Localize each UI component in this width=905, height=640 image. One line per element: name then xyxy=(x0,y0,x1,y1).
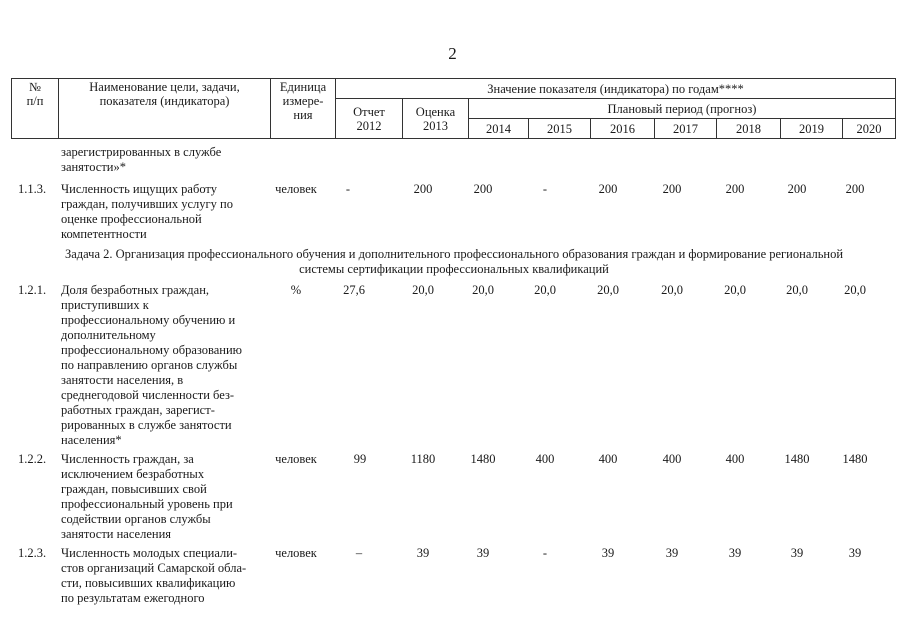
row-number: 1.1.3. xyxy=(18,182,47,196)
row-number: 1.2.3. xyxy=(18,546,47,560)
value-cell: 20,0 xyxy=(472,283,494,297)
row-number: 1.2.2. xyxy=(18,452,47,466)
value-cell: 20,0 xyxy=(534,283,556,297)
header-year: 2019 xyxy=(781,119,843,139)
task-heading: Задача 2. Организация профессионального обучения и дополнительного профессионального образования граждан и формирование региональной системы сертификации профессиональных квалификаций xyxy=(64,247,844,276)
table-header xyxy=(11,78,896,139)
value-cell: – xyxy=(355,546,363,560)
value-cell: - xyxy=(542,182,548,196)
value-cell: 27,6 xyxy=(343,283,365,297)
value-cell: 39 xyxy=(728,546,742,560)
value-cell: 39 xyxy=(416,546,430,560)
header-year: 2015 xyxy=(529,119,591,139)
value-cell: 200 xyxy=(787,182,807,196)
row-name: Доля безработных граждан, приступивших к профессиональному обучению и дополнительному профессиональному образованию по направлению органов службы занятости населения, в среднегодовой численности без- работных граждан, зарегист- рированных в службе занятости населения* xyxy=(61,283,242,447)
value-cell: 1480 xyxy=(470,452,496,466)
value-cell: 400 xyxy=(598,452,618,466)
value-cell: 20,0 xyxy=(786,283,808,297)
value-cell: 200 xyxy=(845,182,865,196)
value-cell: 1480 xyxy=(842,452,868,466)
header-year: 2018 xyxy=(717,119,781,139)
value-cell: 200 xyxy=(725,182,745,196)
header-year: 2016 xyxy=(591,119,655,139)
header-name: Наименование цели, задачи, показателя (индикатора) xyxy=(59,79,271,139)
value-cell: 20,0 xyxy=(844,283,866,297)
row-unit: человек xyxy=(275,546,317,560)
value-cell: 200 xyxy=(473,182,493,196)
value-cell: 39 xyxy=(665,546,679,560)
row-name: Численность ищущих работу граждан, получивших услугу по оценке профессиональной компетентности xyxy=(61,182,233,241)
header-report: Отчет 2012 xyxy=(336,99,403,139)
value-cell: 1180 xyxy=(410,452,436,466)
header-estimate: Оценка 2013 xyxy=(403,99,469,139)
value-cell: 400 xyxy=(725,452,745,466)
header-unit: Единица измере- ния xyxy=(271,79,336,139)
header-num: № п/п xyxy=(12,79,59,139)
header-values-group: Значение показателя (индикатора) по годам**** xyxy=(336,79,896,99)
header-year: 2014 xyxy=(469,119,529,139)
header-plan-period: Плановый период (прогноз) xyxy=(469,99,896,119)
value-cell: 400 xyxy=(662,452,682,466)
value-cell: 400 xyxy=(535,452,555,466)
value-cell: 20,0 xyxy=(412,283,434,297)
row-unit: % xyxy=(290,283,302,297)
value-cell: - xyxy=(345,182,351,196)
value-cell: 20,0 xyxy=(724,283,746,297)
row-name: Численность молодых специали- стов организаций Самарской обла- сти, повысивших квалификацию по результатам ежегодного xyxy=(61,546,247,605)
value-cell: 1480 xyxy=(784,452,810,466)
row-name: Численность граждан, за исключением безработных граждан, повысивших свой профессиональный уровень при содействии органов службы занятости населения xyxy=(61,452,233,541)
continuation-text: зарегистрированных в службе занятости»* xyxy=(61,145,222,174)
row-number: 1.2.1. xyxy=(18,283,47,297)
value-cell: 20,0 xyxy=(597,283,619,297)
row-unit: человек xyxy=(275,182,317,196)
header-year: 2017 xyxy=(655,119,717,139)
value-cell: 39 xyxy=(601,546,615,560)
value-cell: 39 xyxy=(790,546,804,560)
value-cell: 39 xyxy=(476,546,490,560)
value-cell: 200 xyxy=(413,182,433,196)
row-unit: человек xyxy=(275,452,317,466)
value-cell: 200 xyxy=(598,182,618,196)
value-cell: 99 xyxy=(353,452,367,466)
value-cell: - xyxy=(542,546,548,560)
page-number: 2 xyxy=(448,44,457,63)
header-year: 2020 xyxy=(843,119,896,139)
value-cell: 200 xyxy=(662,182,682,196)
value-cell: 20,0 xyxy=(661,283,683,297)
value-cell: 39 xyxy=(848,546,862,560)
